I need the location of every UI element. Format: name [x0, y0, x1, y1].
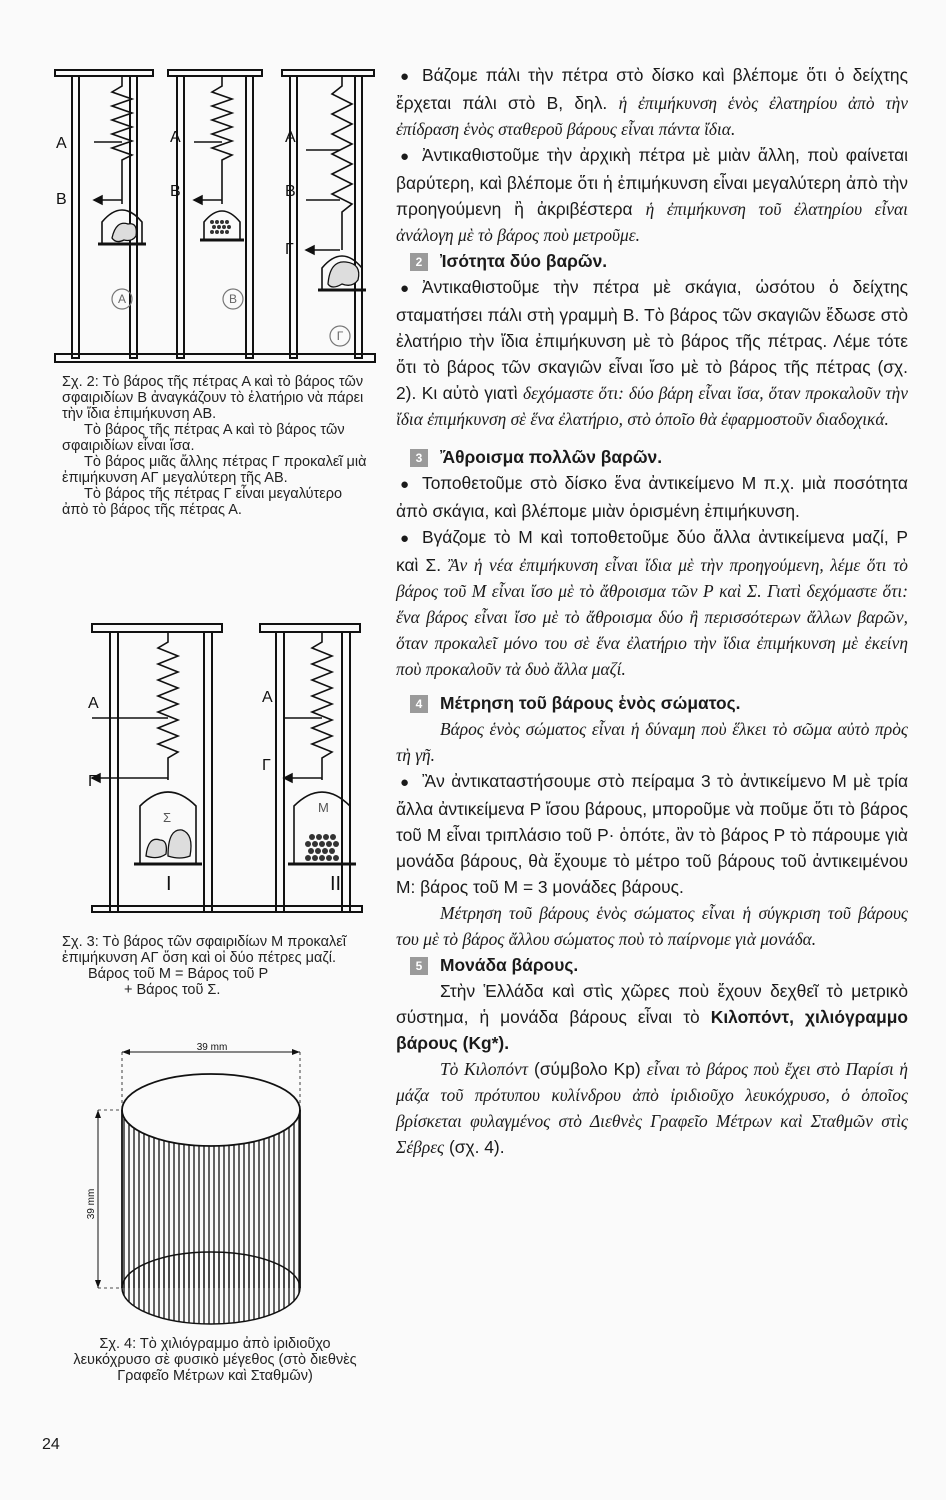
section-heading-3	[396, 444, 908, 470]
bold-run: Κιλοπόντ, χιλιόγραμμο βάρους (Kg*).	[396, 1007, 908, 1053]
italic-run: ἡ ἐπιμήκυνση τοῦ ἐλατηρίου εἶναι ἀνάλογη μὲ τὸ βάρος ποὺ μετροῦμε.	[396, 199, 909, 245]
paragraph	[396, 1056, 908, 1160]
text-run: Βάζομε πάλι τὴν πέτρα στὸ δίσκο καὶ βλέπομε ὅτι ὁ δείχτης ἔρχεται πάλι στὸ Β, δηλ.	[396, 65, 908, 113]
label-a2: A	[170, 129, 181, 146]
italic-run: Τὸ Κιλοπόντ	[440, 1059, 528, 1079]
text-run: (σύμβολο Kp)	[527, 1059, 647, 1079]
label-g: Γ	[285, 241, 294, 258]
paragraph	[396, 62, 908, 142]
figure-3-spring-scales	[62, 618, 372, 928]
paragraph	[396, 524, 908, 682]
label-b: B	[56, 191, 67, 208]
text-run: Βγάζομε τὸ Μ καὶ τοποθετοῦμε δύο ἄλλα ἀντικείμενα μαζί, Ρ καὶ Σ.	[396, 527, 908, 575]
label-g: Γ	[88, 773, 97, 790]
section-title: Ἰσότητα δύο βαρῶν.	[440, 251, 608, 271]
main-text-column	[396, 62, 908, 1160]
label-I: I	[166, 873, 172, 895]
definition-weight: Βάρος ἑνὸς σώματος εἶναι ἡ δύναμη ποὺ ἕλκει τὸ σῶμα αὐτὸ πρὸς τὴ γῆ.	[396, 719, 908, 765]
section-title: Μονάδα βάρους.	[440, 955, 579, 975]
section-number: 4	[410, 695, 428, 713]
figure-2-caption-line: Τὸ βάρος τῆς πέτρας Α καὶ τὸ βάρος τῶν σφαιριδίων εἶναι ἴσα.	[62, 422, 345, 454]
figure-2-caption-line: Τὸ βάρος μιᾶς ἄλλης πέτρας Γ προκαλεῖ μιὰ ἐπιμήκυνση ΑΓ μεγαλύτερη τῆς ΑΒ.	[62, 454, 367, 486]
paragraph	[396, 142, 908, 248]
figure-2-caption	[62, 374, 368, 518]
definition-measurement: Μέτρηση τοῦ βάρους ἑνὸς σώματος εἶναι ἡ σύγκριση τοῦ βάρους του μὲ τὸ βάρος ἄλλου σώματος ποὺ τὸ παίρνομε γιὰ μονάδα.	[396, 903, 908, 949]
figure-3-caption-line: + Βάρος τοῦ Σ.	[124, 982, 221, 998]
section-number: 3	[410, 449, 428, 467]
page-number: 24	[42, 1436, 60, 1453]
section-heading-5	[396, 952, 908, 978]
section-title: Μέτρηση τοῦ βάρους ἑνὸς σώματος.	[440, 693, 741, 713]
section-heading-2	[396, 248, 908, 274]
section-heading-4	[396, 690, 908, 716]
label-m: M	[318, 800, 329, 815]
label-b3: B	[285, 183, 296, 200]
figure-2-spring-scales	[50, 62, 382, 372]
circle-label-a: A	[117, 292, 127, 306]
paragraph: ● Τοποθετοῦμε στὸ δίσκο ἕνα ἀντικείμενο Μ π.χ. μιὰ ποσότητα ἀπὸ σκάγια, καὶ βλέπομε μιὰν ὁρισμένη ἐπιμήκυνση.	[396, 470, 908, 524]
label-II: II	[330, 873, 342, 895]
width-dimension: 39 mm	[196, 1042, 228, 1053]
label-b2: B	[170, 183, 181, 200]
section-number: 2	[410, 253, 428, 271]
italic-run: δεχόμαστε ὅτι: δύο βάρη εἶναι ἴσα, ὅταν προκαλοῦν τὴν ἴδια ἐπιμήκυνση σὲ ἕνα ἐλατήριο, στὸ ὁποῖο θὰ ἐφαρμοστοῦν διαδοχικά.	[396, 383, 908, 429]
figure-2-caption-line: Τὸ βάρος τῆς πέτρας Γ εἶναι μεγαλύτερο ἀπὸ τὸ βάρος τῆς πέτρας Α.	[62, 486, 343, 518]
figure-2-caption-line: Σχ. 2: Τὸ βάρος τῆς πέτρας Α καὶ τὸ βάρος τῶν σφαιριδίων Β ἀναγκάζουν τὸ ἐλατήριο νὰ πάρει τὴν ἴδια ἐπιμήκυνση ΑΒ.	[62, 374, 364, 422]
italic-run: Ἂν ἡ νέα ἐπιμήκυνση εἶναι ἴδια μὲ τὴν προηγούμενη, λέμε ὅτι τὸ βάρος τοῦ Μ εἶναι ἴσο μὲ τὸ ἄθροισμα τῶν Ρ καὶ Σ. Γιατὶ δεχόμαστε ὅτι: ἕνα βάρος εἶναι ἴσο μὲ τὸ ἄθροισμα δύο ἢ περισσότερων ἄλλων βαρῶν, ὅταν προκαλεῖ μόνο του σὲ ἕνα ἐλατήριο τὴν ἴδια ἐπιμήκυνση μὲ ἐκείνη ποὺ προκαλοῦν τὰ δυὸ ἄλλα μαζί.	[396, 555, 908, 679]
label-g2: Γ	[262, 757, 271, 774]
label-a2: A	[262, 689, 273, 706]
text-run: (σχ. 4).	[444, 1137, 505, 1157]
paragraph: ● Ἂν ἀντικαταστήσουμε στὸ πείραμα 3 τὸ ἀντικείμενο Μ μὲ τρία ἄλλα ἀντικείμενα Ρ ἴσου βάρους, μποροῦμε νὰ ποῦμε ὅτι τὸ βάρος τοῦ Μ εἶναι τριπλάσιο τοῦ Ρ· ὁπότε, ἂν τὸ βάρος Ρ τὸ πάρουμε γιὰ μονάδα βάρους, θὰ ἔχουμε τὸ μέτρο τοῦ βάρους τοῦ ἀντικειμένου Μ: βάρος τοῦ Μ = 3 μονάδες βάρους.	[396, 768, 908, 900]
figure-4-caption: Σχ. 4: Τὸ χιλιόγραμμο ἀπὸ ἰριδιοῦχο λευκόχρυσο σὲ φυσικὸ μέγεθος (στὸ διεθνὲς Γραφεῖο Μέτρων καὶ Σταθμῶν)	[73, 1336, 357, 1384]
italic-run: εἶναι τὸ βάρος ποὺ ἔχει στὸ Παρίσι ἡ μάζα τοῦ πρότυπου κυλίνδρου ἀπὸ ἰριδιοῦχο λευκόχρυσο, ὁ ὁποῖος βρίσκεται φυλαγμένος στὸ Διεθνὲς Γραφεῖο Μέτρων καὶ Σταθμῶν στὶς Σέβρες	[396, 1059, 908, 1157]
height-dimension: 39 mm	[86, 1188, 97, 1220]
label-sigma: Σ	[163, 810, 172, 825]
label-a: A	[56, 135, 67, 152]
paragraph	[396, 274, 908, 432]
figure-3-caption	[62, 934, 368, 998]
figure-3-caption-line: Βάρος τοῦ Μ = Βάρος τοῦ Ρ	[88, 966, 269, 982]
section-number: 5	[410, 957, 428, 975]
figure-3-caption-line: Σχ. 3: Τὸ βάρος τῶν σφαιριδίων Μ προκαλεῖ ἐπιμήκυνση ΑΓ ὅση καὶ οἱ δύο πέτρες μαζί.	[62, 934, 346, 966]
text-run: Ἀντικαθιστοῦμε τὴν ἀρχικὴ πέτρα μὲ μιὰν ἄλλη, ποὺ φαίνεται βαρύτερη, καὶ βλέπομε ὅτι ἡ ἐπιμήκυνση εἶναι μεγαλύτερη ἀπὸ τὴν προηγούμενη ἢ ἀκριβέστερα	[396, 145, 908, 219]
label-a3: A	[285, 129, 296, 146]
figure-4-kilogram-cylinder	[72, 1040, 344, 1336]
label-a: A	[88, 695, 99, 712]
text-run: Ἀντικαθιστοῦμε τὴν πέτρα μὲ σκάγια, ὡσότου ὁ δείχτης σταματήσει πάλι στὴ γραμμὴ Β. Τὸ βάρος τῶν σκαγιῶν ἔδωσε στὸ ἐλατήριο τὴν ἴδια ἐπιμήκυνση μὲ τὸ βάρος τῆς πέτρας. Λέμε τότε ὅτι τὸ βάρος τῶν σκαγιῶν εἶναι ἴσο μὲ τὸ βάρος τῆς πέτρας (σχ. 2). Κι αὐτὸ γιατὶ	[396, 277, 908, 403]
circle-label-g: Γ	[336, 329, 344, 343]
circle-label-b: B	[228, 292, 238, 306]
paragraph	[396, 978, 908, 1056]
italic-run: ἡ ἐπιμήκυνση ἑνὸς ἐλατηρίου ἀπὸ τὴν ἐπίδραση ἑνὸς σταθεροῦ βάρους εἶναι πάντα ἴδια.	[396, 93, 908, 139]
section-title: Ἄθροισμα πολλῶν βαρῶν.	[440, 447, 663, 467]
text-run: Στὴν Ἑλλάδα καὶ στὶς χῶρες ποὺ ἔχουν δεχθεῖ τὸ μετρικὸ σύστημα, ἡ μονάδα βάρους εἶναι τὸ	[396, 981, 908, 1027]
